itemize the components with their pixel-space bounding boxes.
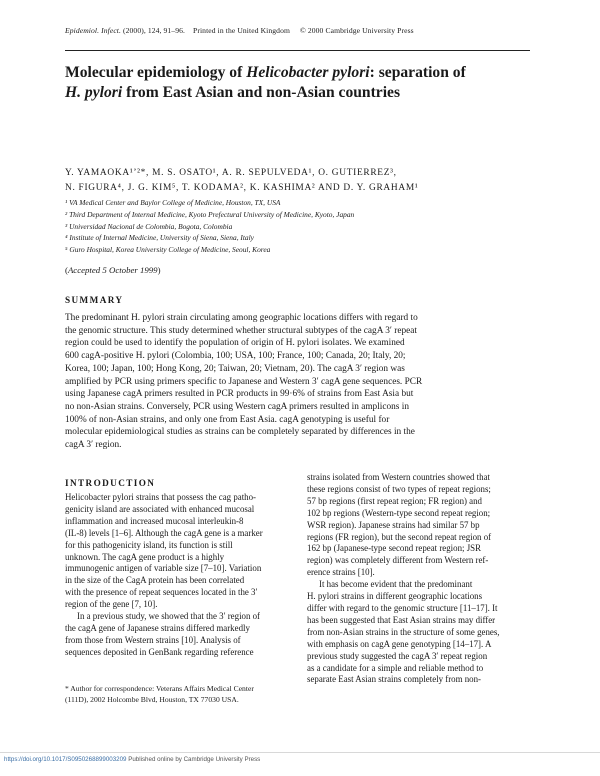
introduction-heading: INTRODUCTION <box>65 478 156 488</box>
intro-line: for this pathogenicity island, its function is still <box>65 539 233 550</box>
intro-line: separate East Asian strains completely from non- <box>307 674 481 685</box>
affiliation: ⁴ Institute of Internal Medicine, University of Siena, Siena, Italy <box>65 233 254 243</box>
printed-in: Printed in the United Kingdom <box>193 26 290 35</box>
summary-line: molecular epidemiological studies as strains can be completely separated by differences in the <box>65 427 415 438</box>
summary-line: region could be used to identify the population of origin of H. pylori isolates. We examined <box>65 338 405 349</box>
intro-line: region) was completely different from Western ref- <box>307 555 489 566</box>
intro-line: from those from Western strains [10]. Analysis of <box>65 634 241 645</box>
published-by: Published online by Cambridge University Press <box>126 756 261 763</box>
intro-line: In a previous study, we showed that the 3′ region of <box>77 611 261 622</box>
author-list <box>65 166 535 195</box>
summary-line: Korea, 100; Japan, 100; Hong Kong, 20; Taiwan, 20; Vietnam, 20). The cagA 3′ region was <box>65 363 405 374</box>
intro-line: 57 bp regions (first repeat region; FR region) and <box>307 495 482 506</box>
copyright: © 2000 Cambridge University Press <box>300 26 414 35</box>
intro-line: strains isolated from Western countries showed that <box>307 472 490 482</box>
intro-line: previous study suggested the cagA 3′ repeat region <box>307 650 488 661</box>
summary-line: 600 cagA-positive H. pylori (Colombia, 100; USA, 100; France, 100; Canada, 20; Italy, 20; <box>65 351 406 362</box>
intro-line: differ with regard to the genomic structure [11–17]. It <box>307 602 498 613</box>
intro-line: sequences deposited in GenBank regarding reference <box>65 646 254 657</box>
affiliation: ¹ VA Medical Center and Baylor College of Medicine, Houston, TX, USA <box>65 198 281 207</box>
footer-rule <box>0 752 600 753</box>
intro-line: has been suggested that East Asian strains may differ <box>307 614 496 625</box>
intro-line: the cagA gene of Japanese strains differed markedly <box>65 622 250 633</box>
header-rule <box>65 50 530 51</box>
summary-line: amplified by PCR using primers specific to Japanese and Western 3′ cagA gene sequences. PCR <box>65 376 423 387</box>
intro-line: as a candidate for a simple and reliable method to <box>307 662 484 673</box>
accepted-date: (Accepted 5 October 1999) <box>65 265 161 275</box>
author-line: Y. YAMAOKA¹ʼ²*, M. S. OSATO¹, A. R. SEPULVEDA¹, O. GUTIERREZ³, <box>65 168 397 178</box>
intro-left-column <box>65 492 293 659</box>
affiliations <box>65 197 535 256</box>
intro-line: (IL-8) levels [1–6]. Although the cagA gene is a marker <box>65 527 263 538</box>
summary-line: 100% of non-Asian strains, and only one from East Asia. cagA genotyping is useful for <box>65 414 390 425</box>
intro-line: 102 bp regions (Western-type second repeat region; <box>307 507 491 518</box>
summary-line: The predominant H. pylori strain circulating among geographic locations differs with regard to <box>65 313 418 323</box>
intro-line: with the presence of repeat sequences located in the 3′ <box>65 587 258 598</box>
intro-line: region of the gene [7, 10]. <box>65 599 158 610</box>
intro-line: unknown. The cagA gene product is a highly <box>65 551 225 562</box>
summary-line: no non-Asian strains. Conversely, PCR using Western cagA primers resulted in amplicons in <box>65 401 409 412</box>
affiliation: ² Third Department of Internal Medicine, Kyoto Prefectural University of Medicine, Kyoto, Japan <box>65 209 355 219</box>
footer-doi <box>4 756 260 763</box>
intro-line: with emphasis on cagA gene genotyping [14–17]. A <box>307 638 492 649</box>
intro-line: genicity island are associated with enhanced mucosal <box>65 503 255 514</box>
intro-line: 162 bp (Japanese-type second repeat region; JSR <box>307 543 481 554</box>
summary-line: using Japanese cagA primers resulted in PCR products in 99·6% of strains from East Asia but <box>65 389 414 400</box>
correspondence-footnote: * Author for correspondence: Veterans Affairs Medical Center (111D), 2002 Holcombe Blvd, Houston, TX 77030 USA. <box>65 684 254 704</box>
intro-line: from non-Asian strains in the structure of some genes, <box>307 626 500 637</box>
author-line: N. FIGURA⁴, J. G. KIM⁵, T. KODAMA², K. KASHIMA² AND D. Y. GRAHAM¹ <box>65 182 419 193</box>
citation: (2000), 124, 91–96. <box>123 26 186 35</box>
summary-heading: SUMMARY <box>65 295 124 305</box>
doi-link[interactable]: https://doi.org/10.1017/S0950268899003209 <box>4 756 127 763</box>
summary-line: the genomic structure. This study determined whether structural subtypes of the cagA 3′ repeat <box>65 325 417 336</box>
intro-line: regions (FR region), but the second repeat region of <box>307 531 492 542</box>
intro-line: in the size of the CagA protein has been correlated <box>65 575 245 586</box>
intro-line: inflammation and increased mucosal interleukin-8 <box>65 515 244 526</box>
affiliation: ⁵ Guro Hospital, Korea University College of Medicine, Seoul, Korea <box>65 245 271 255</box>
article-title: Molecular epidemiology of Helicobacter pylori: separation of H. pylori from East Asian and non-Asian countries <box>65 64 466 101</box>
journal-abbrev: Epidemiol. Infect. <box>65 26 121 35</box>
journal-citation-header <box>65 26 545 35</box>
affiliation: ³ Universidad Nacional de Colombia, Bogota, Colombia <box>65 221 233 231</box>
intro-line: It has become evident that the predominant <box>319 579 473 590</box>
intro-line: WSR region). Japanese strains had similar 57 bp <box>307 519 480 530</box>
intro-line: immunogenic antigen of variable size [7–10]. Variation <box>65 563 262 574</box>
summary-body <box>65 312 535 452</box>
summary-line: cagA 3′ region. <box>65 440 122 451</box>
intro-line: Helicobacter pylori strains that possess the cag patho- <box>65 492 257 502</box>
intro-line: these regions consist of two types of repeat regions; <box>307 483 491 494</box>
intro-line: H. pylori strains in different geographic locations <box>307 591 483 602</box>
intro-line: erence strains [10]. <box>307 567 375 578</box>
intro-right-column <box>307 472 535 686</box>
